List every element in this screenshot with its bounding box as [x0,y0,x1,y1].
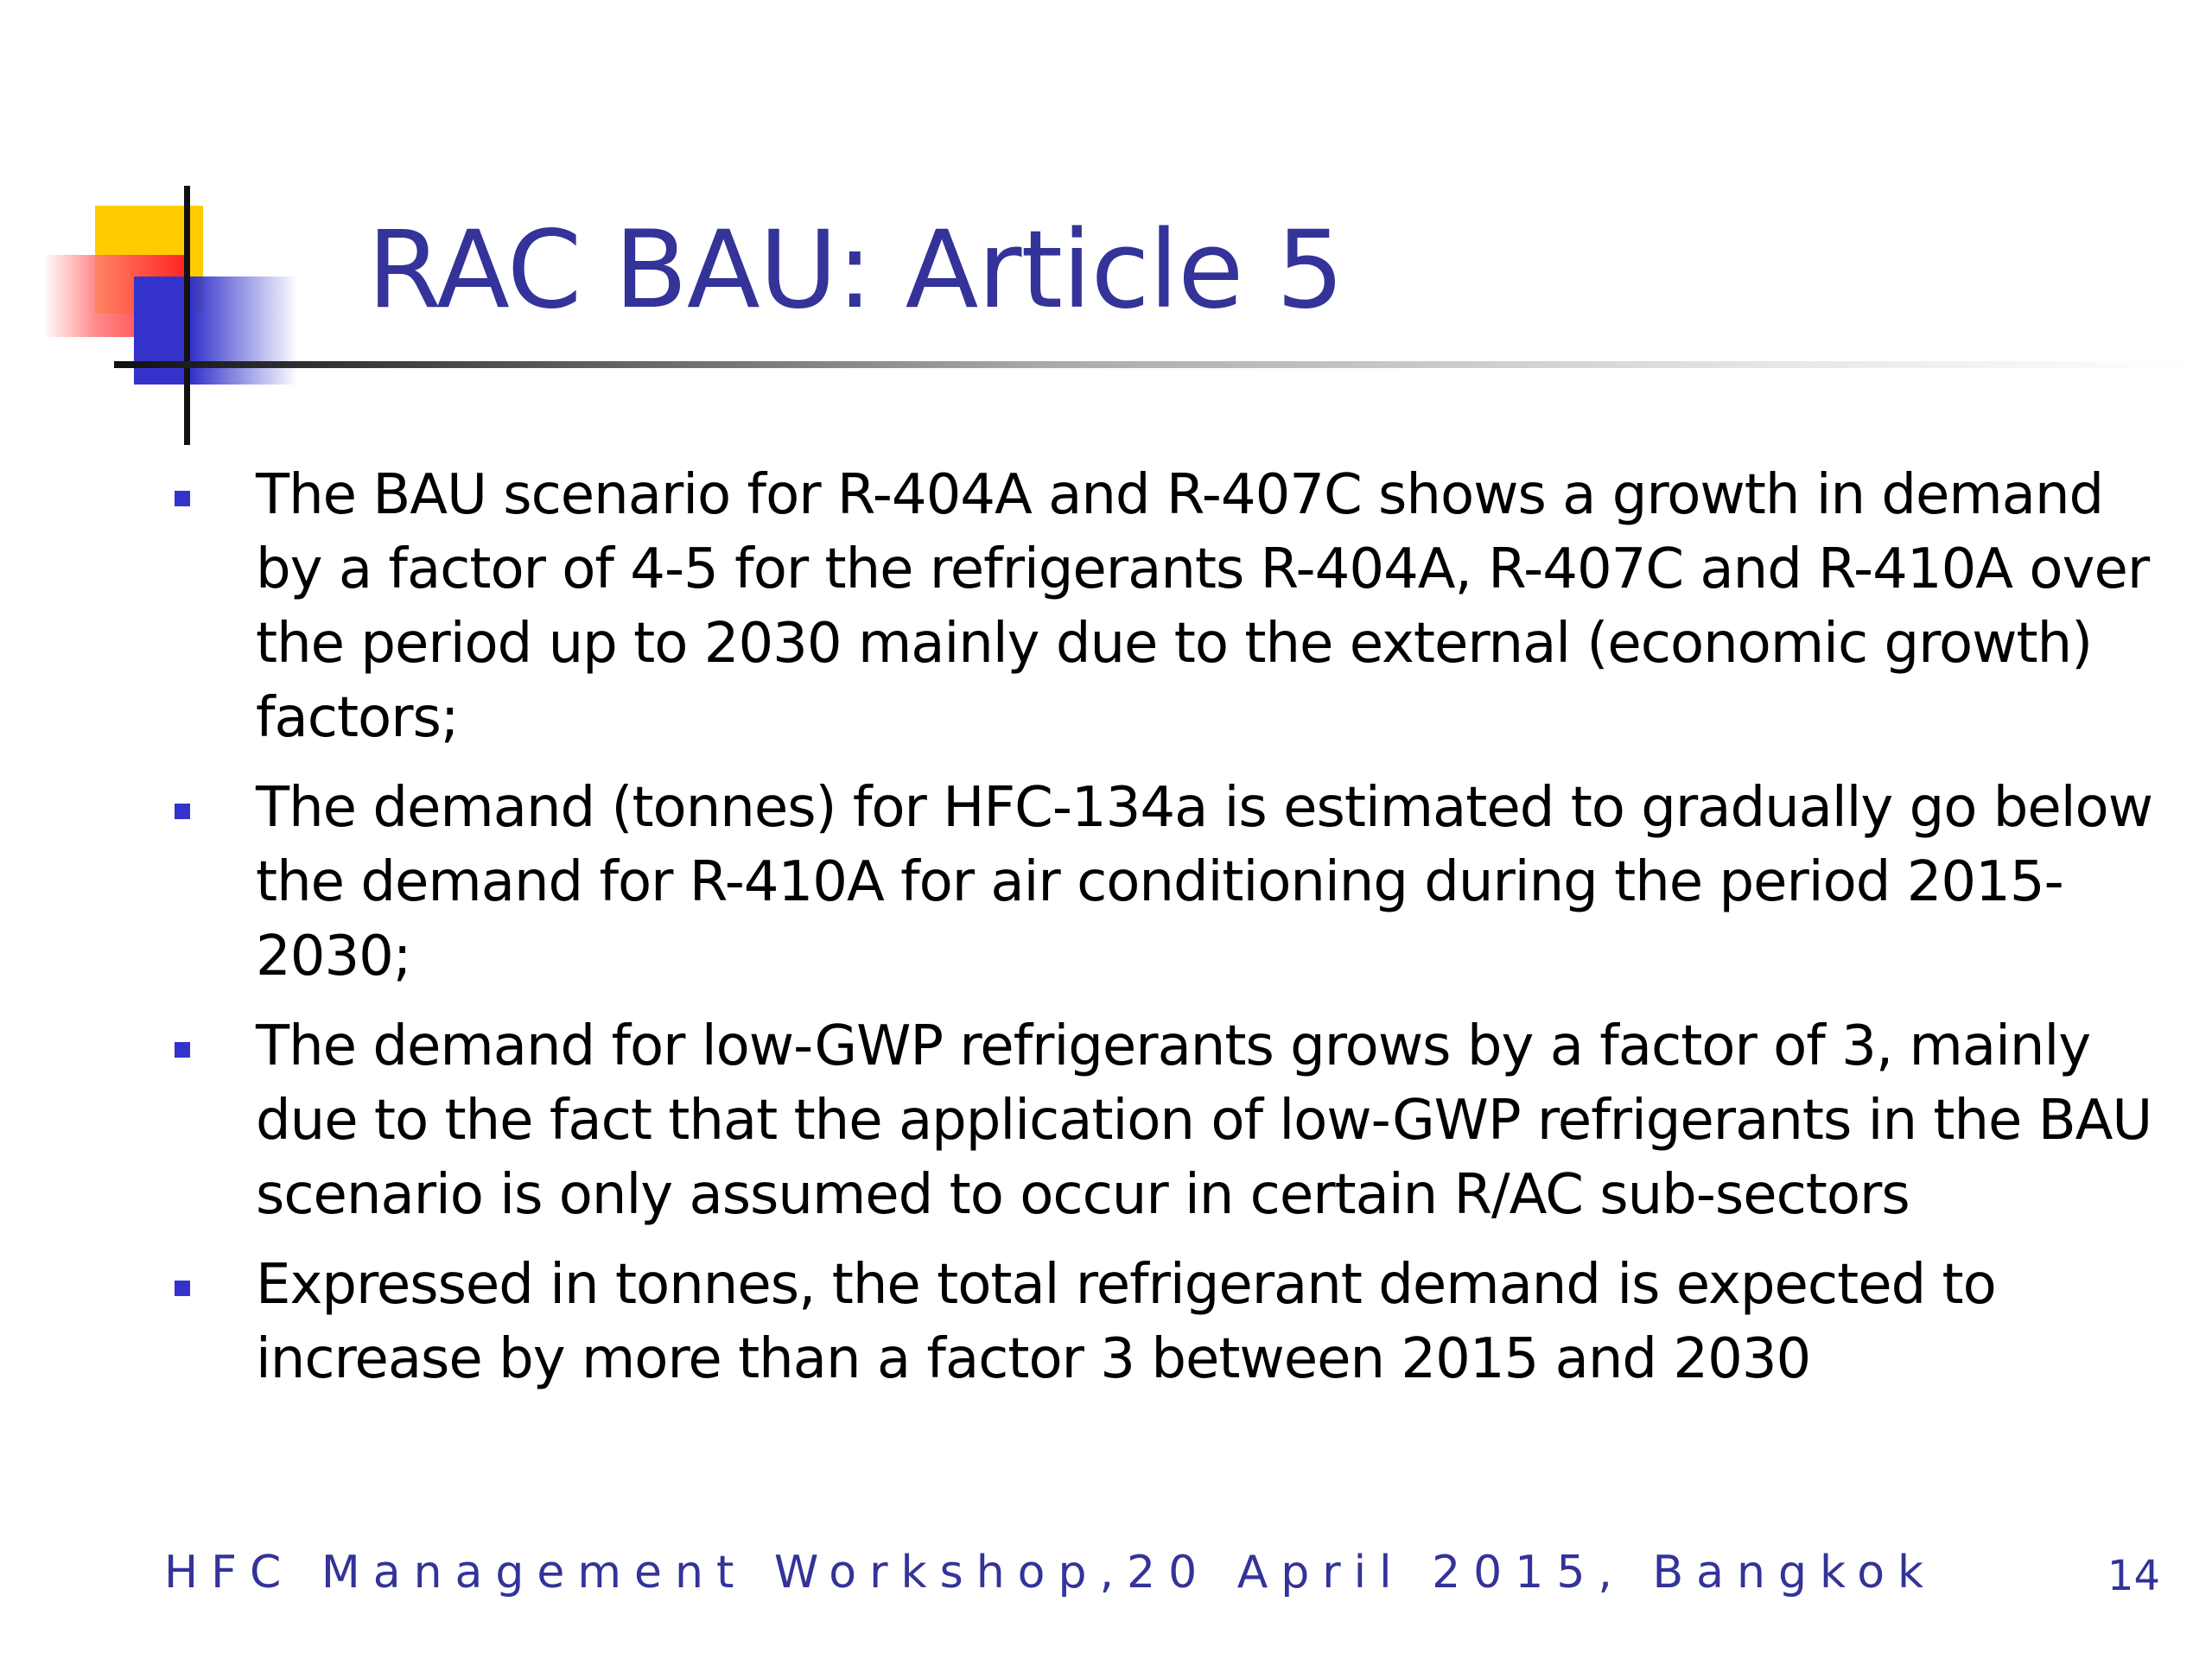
slide-footer: HFC Management Workshop,20 April 2015, Bangkok [164,1547,1937,1599]
square-bullet-icon [175,804,190,819]
title-underline-rule [114,361,2188,368]
bullet-text: The demand (tonnes) for HFC-134a is estimated to gradually go below the demand for R-410A for air conditioning during the period 2015-2030; [256,776,2153,988]
bullet-text: Expressed in tonnes, the total refrigerant demand is expected to increase by more than a factor 3 between 2015 and 2030 [256,1253,1996,1391]
logo-blue-gradient-square [134,276,298,385]
bullet-list [169,458,2165,1412]
square-bullet-icon [175,1042,190,1058]
slide-title: RAC BAU: Article 5 [367,208,1344,333]
bullet-item [169,1009,2165,1232]
bullet-item [169,1248,2165,1396]
bullet-item [169,458,2165,755]
bullet-item [169,771,2165,994]
bullet-text: The BAU scenario for R-404A and R-407C shows a growth in demand by a factor of 4-5 for the refrigerants R-404A, R-407C and R-410A over the period up to 2030 mainly due to the external (economic growth) factors; [256,463,2150,750]
bullet-text: The demand for low-GWP refrigerants grows by a factor of 3, mainly due to the fact that the application of low-GWP refrigerants in the BAU scenario is only assumed to occur in certain R/AC sub-sectors [256,1014,2152,1227]
logo-vertical-line [184,186,190,445]
square-bullet-icon [175,1281,190,1296]
page-number: 14 [2107,1552,2160,1600]
square-bullet-icon [175,491,190,506]
